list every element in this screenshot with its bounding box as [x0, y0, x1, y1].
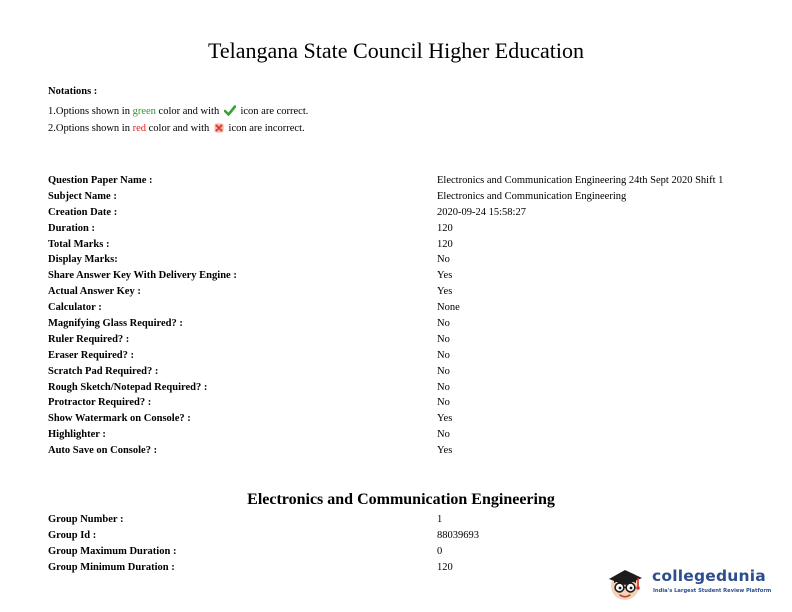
- logo-wordmark: collegedunia: [652, 567, 766, 585]
- detail-value: No: [437, 429, 450, 441]
- detail-label: Display Marks:: [48, 254, 118, 266]
- detail-label: Eraser Required? :: [48, 349, 134, 361]
- group-value: 120: [437, 561, 453, 573]
- detail-label: Share Answer Key With Delivery Engine :: [48, 270, 237, 282]
- detail-row: [48, 364, 768, 380]
- detail-value: Yes: [437, 270, 453, 282]
- detail-value: No: [437, 365, 450, 377]
- detail-value: No: [437, 333, 450, 345]
- section-title: Electronics and Communication Engineering: [247, 491, 555, 508]
- detail-row: [48, 443, 768, 459]
- detail-label: Question Paper Name :: [48, 175, 153, 186]
- group-value: 0: [437, 545, 443, 557]
- detail-label: Scratch Pad Required? :: [48, 365, 159, 377]
- notations-block: [48, 86, 308, 137]
- green-word: green: [132, 106, 156, 117]
- detail-label: Auto Save on Console? :: [48, 445, 158, 457]
- detail-label: Creation Date :: [48, 206, 118, 218]
- detail-label: Total Marks :: [48, 238, 110, 250]
- detail-value: Electronics and Communication Engineering 24th Sept 2020 Shift 1: [437, 175, 724, 186]
- detail-label: Rough Sketch/Notepad Required? :: [48, 381, 208, 393]
- detail-row: [48, 284, 768, 300]
- detail-row: [48, 332, 768, 348]
- notation-text: color and with: [146, 123, 212, 134]
- detail-value: 120: [437, 238, 453, 250]
- group-value: 1: [437, 514, 443, 525]
- detail-row: [48, 205, 768, 221]
- group-label: Group Maximum Duration :: [48, 545, 177, 557]
- detail-value: Electronics and Communication Engineering: [437, 190, 627, 202]
- detail-label: Duration :: [48, 222, 95, 234]
- detail-value: No: [437, 318, 450, 330]
- detail-row: [48, 395, 768, 411]
- detail-row: [48, 348, 768, 364]
- detail-row: [48, 427, 768, 443]
- red-word: red: [132, 123, 147, 134]
- notation-incorrect: [48, 120, 308, 137]
- detail-row: [48, 221, 768, 237]
- detail-row: [48, 173, 768, 189]
- detail-label: Protractor Required? :: [48, 397, 152, 409]
- detail-value: No: [437, 349, 450, 361]
- detail-value: Yes: [437, 286, 453, 298]
- detail-value: Yes: [437, 445, 453, 457]
- detail-label: Ruler Required? :: [48, 333, 130, 345]
- detail-label: Highlighter :: [48, 429, 106, 441]
- detail-label: Show Watermark on Console? :: [48, 413, 191, 425]
- notation-text: color and with: [155, 106, 222, 117]
- collegedunia-logo: [604, 563, 788, 603]
- detail-row: [48, 380, 768, 396]
- detail-row: [48, 411, 768, 427]
- detail-value: No: [437, 381, 450, 393]
- cross-icon: [214, 122, 224, 139]
- group-row: [48, 528, 768, 544]
- detail-row: [48, 316, 768, 332]
- page-title: Telangana State Council Higher Education: [207, 38, 584, 63]
- detail-row: [48, 300, 768, 316]
- paper-details-table: [48, 173, 768, 459]
- detail-value: 2020-09-24 15:58:27: [437, 206, 526, 218]
- detail-value: Yes: [437, 413, 453, 425]
- detail-label: Calculator :: [48, 302, 102, 314]
- group-row: [48, 512, 768, 528]
- detail-label: Actual Answer Key :: [48, 286, 141, 298]
- group-value: 88039693: [437, 529, 479, 541]
- notation-text: 2.Options shown in: [48, 123, 133, 134]
- notations-heading: Notations :: [48, 86, 98, 97]
- notation-text: icon are incorrect.: [225, 123, 305, 134]
- detail-value: No: [437, 254, 450, 266]
- group-row: [48, 544, 768, 560]
- logo-tagline: India's Largest Student Review Platform: [653, 588, 772, 594]
- group-label: Group Number :: [48, 514, 124, 525]
- notation-text: icon are correct.: [237, 106, 309, 117]
- detail-value: 120: [437, 222, 453, 234]
- detail-label: Subject Name :: [48, 190, 117, 202]
- graduate-mascot-icon: [604, 563, 650, 608]
- group-label: Group Minimum Duration :: [48, 561, 175, 573]
- detail-row: [48, 252, 768, 268]
- detail-value: None: [437, 302, 460, 314]
- group-label: Group Id :: [48, 529, 97, 541]
- detail-row: [48, 237, 768, 253]
- detail-label: Magnifying Glass Required? :: [48, 318, 183, 330]
- detail-row: [48, 268, 768, 284]
- notation-correct: [48, 103, 308, 120]
- notation-text: 1.Options shown in: [48, 106, 133, 117]
- detail-value: No: [437, 397, 450, 409]
- detail-row: [48, 189, 768, 205]
